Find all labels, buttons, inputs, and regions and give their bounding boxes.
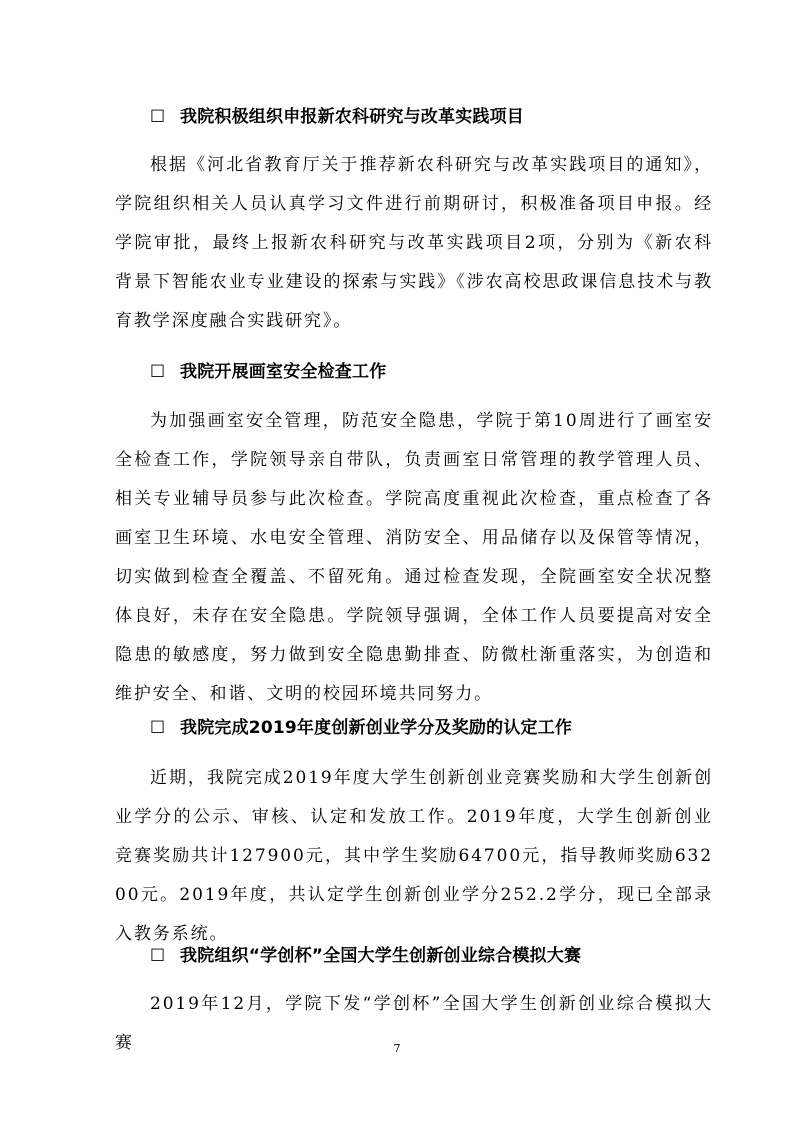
section-heading: [150, 938, 750, 968]
checkbox-bullet-icon: □: [150, 715, 166, 735]
section-heading: [150, 354, 750, 384]
checkbox-bullet-icon: □: [150, 104, 166, 124]
section-paragraph: 为加强画室安全管理，防范安全隐患，学院于第10周进行了画室安全检查工作，学院领导亲自带队，负责画室日常管理的教学管理人员、相关专业辅导员参与此次检查。学院高度重视此次检查，重点检查了各画室卫生环境、水电安全管理、消防安全、用品储存以及保管等情况，切实做到检查全覆盖、不留死角。通过检查发现，全院画室安全状况整体良好，未存在安全隐患。学院领导强调，全体工作人员要提高对安全隐患的敏感度，努力做到安全隐患勤排查、防微杜渐重落实，为创造和维护安全、和谐、文明的校园环境共同努力。: [115, 411, 713, 704]
section-title: 我院组织“学创杯”全国大学生创新创业综合模拟大赛: [180, 945, 582, 966]
checkbox-bullet-icon: □: [150, 943, 166, 963]
section-paragraph: 近期，我院完成2019年度大学生创新创业竞赛奖励和大学生创新创业学分的公示、审核、认定和发放工作。2019年度，大学生创新创业竞赛奖励共计127900元，其中学生奖励64700元，指导教师奖励63200元。2019年度，共认定学生创新创业学分252.2学分，现已全部录入教务系统。: [115, 768, 713, 944]
page-number: 7: [393, 1042, 401, 1055]
section-paragraph: 根据《河北省教育厅关于推荐新农科研究与改革实践项目的通知》，学院组织相关人员认真学习文件进行前期研讨，积极准备项目申报。经学院审批，最终上报新农科研究与改革实践项目2项，分别为《新农科背景下智能农业专业建设的探索与实践》《涉农高校思政课信息技术与教育教学深度融合实践研究》。: [115, 155, 713, 331]
section-title: 我院开展画室安全检查工作: [180, 361, 387, 382]
section-paragraph: 2019年12月，学院下发“学创杯”全国大学生创新创业综合模拟大赛: [115, 994, 713, 1053]
section-heading: [150, 99, 750, 129]
section-title: 我院积极组织申报新农科研究与改革实践项目: [180, 106, 524, 127]
section-heading: [150, 710, 750, 740]
section-title: 我院完成2019年度创新创业学分及奖励的认定工作: [180, 717, 573, 738]
checkbox-bullet-icon: □: [150, 359, 166, 379]
